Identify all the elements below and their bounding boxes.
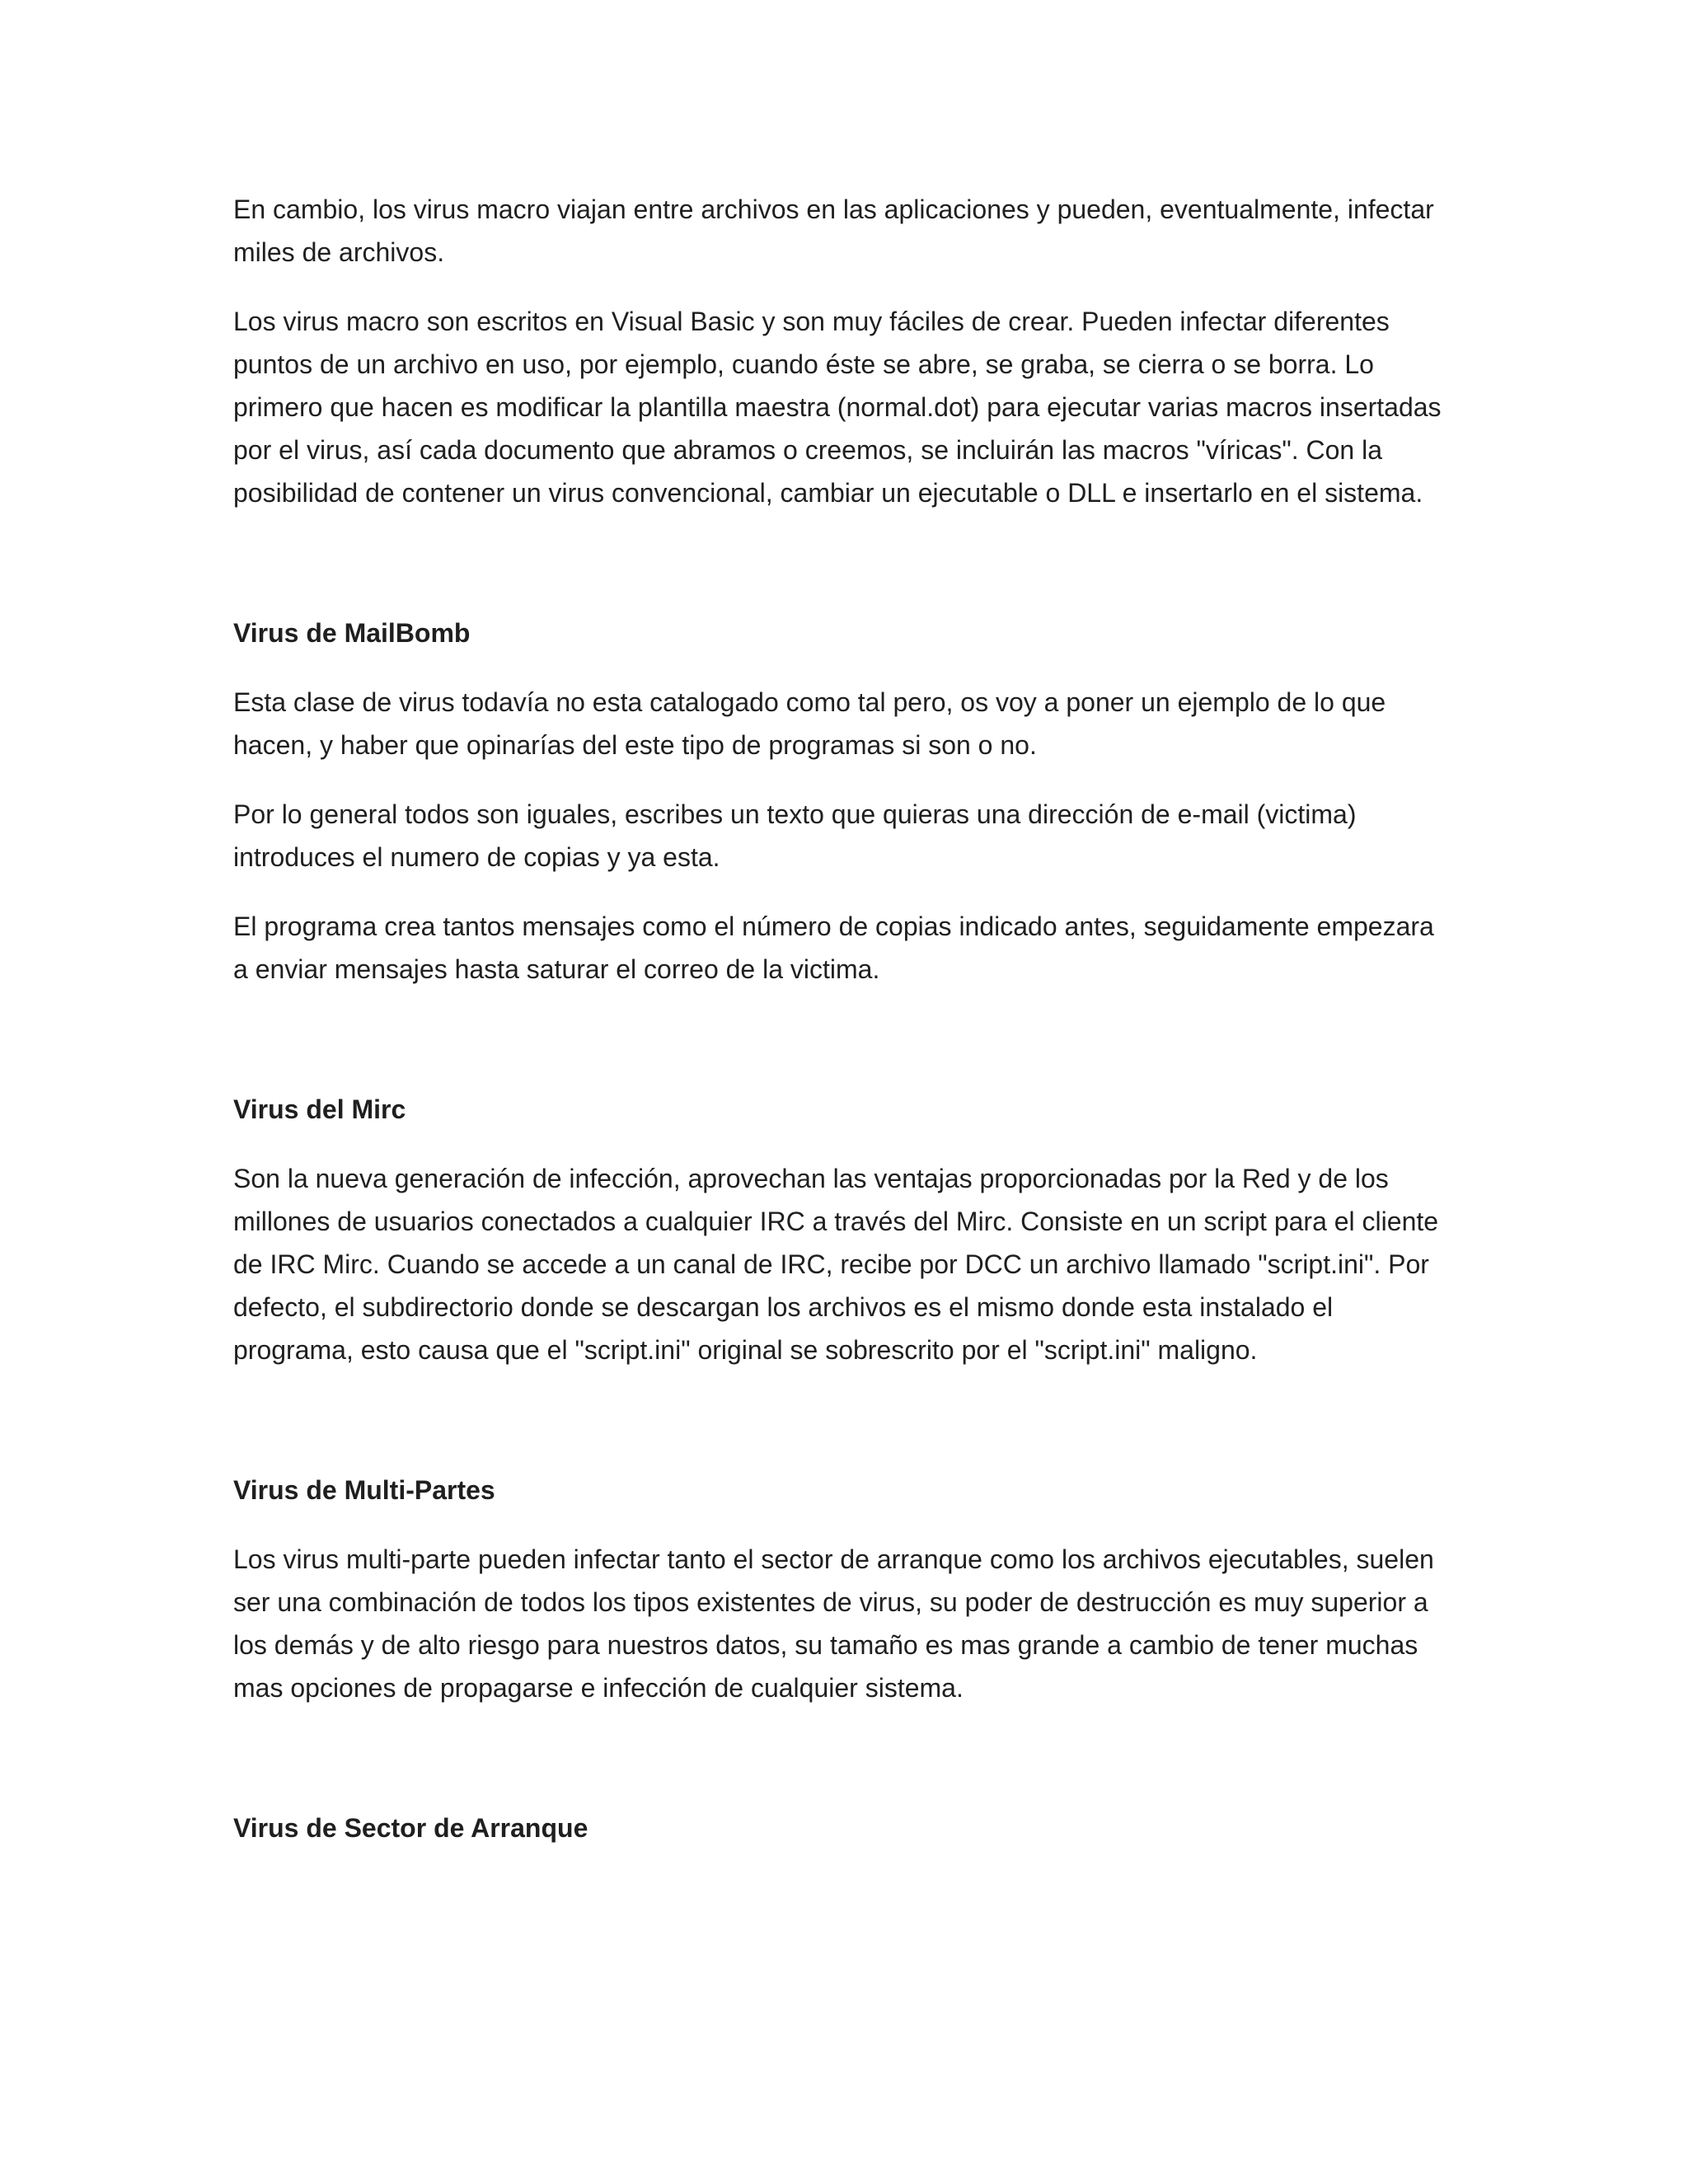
- spacer: [233, 1511, 1453, 1538]
- spacer: [233, 1709, 1453, 1807]
- heading-sector-arranque: Virus de Sector de Arranque: [233, 1813, 588, 1843]
- paragraph-mailbomb-effect: El programa crea tantos mensajes como el número de copias indicado antes, seguidamente empezara a enviar mensajes hasta saturar el correo de la victima.: [233, 912, 1434, 984]
- document-body: [233, 188, 1453, 1849]
- heading-mailbomb: Virus de MailBomb: [233, 618, 471, 648]
- spacer: [233, 514, 1453, 612]
- paragraph-mailbomb-intro: Esta clase de virus todavía no esta catalogado como tal pero, os voy a poner un ejemplo de lo que hacen, y haber que opinarías del este tipo de programas si son o no.: [233, 687, 1386, 760]
- spacer: [233, 274, 1453, 300]
- paragraph-mailbomb-how: Por lo general todos son iguales, escribes un texto que quieras una dirección de e-mail (victima) introduces el numero de copias y ya esta.: [233, 799, 1357, 872]
- spacer: [233, 654, 1453, 681]
- paragraph-macro-intro: En cambio, los virus macro viajan entre archivos en las aplicaciones y pueden, eventualmente, infectar miles de archivos.: [233, 194, 1434, 267]
- heading-mirc: Virus del Mirc: [233, 1094, 406, 1124]
- spacer: [233, 766, 1453, 793]
- heading-multi-partes: Virus de Multi-Partes: [233, 1475, 495, 1505]
- paragraph-macro-details: Los virus macro son escritos en Visual Basic y son muy fáciles de crear. Pueden infectar diferentes puntos de un archivo en uso, por ejemplo, cuando éste se abre, se graba, se cierra o se borra. Lo primero que hacen es modificar la plantilla maestra (normal.dot) para ejecutar varias macros insertadas por el virus, así cada documento que abramos o creemos, se incluirán las macros "víricas". Con la posibilidad de contener un virus convencional, cambiar un ejecutable o DLL e insertarlo en el sistema.: [233, 307, 1442, 508]
- spacer: [233, 879, 1453, 905]
- spacer: [233, 1131, 1453, 1157]
- spacer: [233, 991, 1453, 1088]
- paragraph-mirc: Son la nueva generación de infección, aprovechan las ventajas proporcionadas por la Red y de los millones de usuarios conectados a cualquier IRC a través del Mirc. Consiste en un script para el cliente de IRC Mirc. Cuando se accede a un canal de IRC, recibe por DCC un archivo llamado "script.ini". Por defecto, el subdirectorio donde se descargan los archivos es el mismo donde esta instalado el programa, esto causa que el "script.ini" original se sobrescrito por el "script.ini" maligno.: [233, 1164, 1439, 1365]
- spacer: [233, 1371, 1453, 1469]
- paragraph-multi-partes: Los virus multi-parte pueden infectar tanto el sector de arranque como los archivos ejecutables, suelen ser una combinación de todos los tipos existentes de virus, su poder de destrucción es muy superior a los demás y de alto riesgo para nuestros datos, su tamaño es mas grande a cambio de tener muchas mas opciones de propagarse e infección de cualquier sistema.: [233, 1544, 1434, 1703]
